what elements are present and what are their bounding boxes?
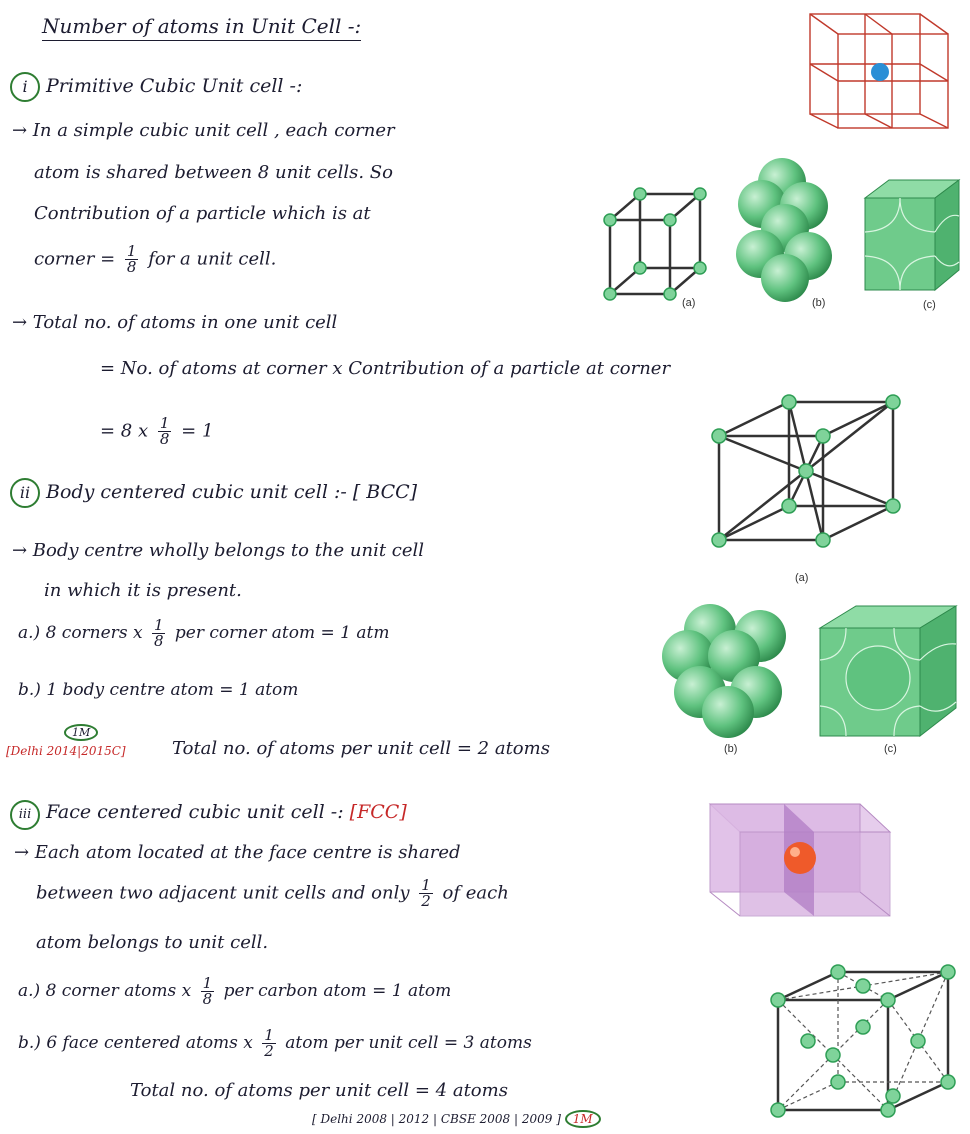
- section-3-heading: iii Face centered cubic unit cell -: [FCC]: [10, 800, 407, 830]
- section-1-line-3: Contribution of a particle which is at: [34, 203, 371, 224]
- fraction-one-half-2: $\frac{1}{2}$: [264, 1026, 274, 1060]
- section-2-item-b: b.) 1 body centre atom = 1 atom: [18, 680, 299, 700]
- fraction-one-half: $\frac{1}{2}$: [421, 876, 431, 910]
- section-2-heading: ii Body centered cubic unit cell :- [ BCC]: [10, 478, 417, 508]
- section-1-line-5: → Total no. of atoms in one unit cell: [12, 312, 338, 333]
- section-1-line-6: = No. of atoms at corner x Contribution of a particle at corner: [100, 358, 671, 379]
- section-2-number: ii: [10, 478, 40, 508]
- caption-a-1: (a): [682, 297, 696, 309]
- caption-b-1: (b): [812, 297, 826, 309]
- section-3-number: iii: [10, 800, 40, 830]
- shared-corner-cube-figure: [800, 6, 960, 136]
- section-3-item-b: b.) 6 face centered atoms x $\frac{1}{2}$ atom per unit cell = 3 atoms: [18, 1026, 532, 1060]
- fcc-lattice-figure: [766, 962, 966, 1132]
- caption-b-2: (b): [724, 743, 738, 755]
- page-title: Number of atoms in Unit Cell -:: [42, 14, 361, 41]
- section-2-total: Total no. of atoms per unit cell = 2 atoms: [172, 738, 550, 759]
- section-2-item-a: a.) 8 corners x $\frac{1}{8}$ per corner atom = 1 atm: [18, 616, 390, 650]
- section-1-line-7: = 8 x $\frac{1}{8}$ = 1: [100, 414, 214, 448]
- reference-delhi-2014: [Delhi 2014|2015C]: [6, 744, 126, 758]
- section-1-line-4: corner = $\frac{1}{8}$ for a unit cell.: [34, 242, 277, 276]
- section-3-line-3: atom belongs to unit cell.: [36, 932, 269, 953]
- caption-a-2: (a): [795, 572, 809, 584]
- caption-c-2: (c): [884, 743, 897, 755]
- section-2-line-2: in which it is present.: [44, 580, 242, 601]
- marks-badge-1: 1M: [64, 724, 98, 741]
- section-2-line-1: → Body centre wholly belongs to the unit cell: [12, 540, 425, 561]
- section-1-heading: i Primitive Cubic Unit cell -:: [10, 72, 302, 102]
- fraction-one-eighth-3: $\frac{1}{8}$: [153, 616, 164, 650]
- bcc-unit-cell-cut-figure: [812, 598, 962, 756]
- primitive-cubic-lattice-figure: [598, 180, 718, 310]
- primitive-space-filling-figure: [730, 156, 840, 310]
- section-3-total: Total no. of atoms per unit cell = 4 atoms: [130, 1080, 508, 1101]
- reference-delhi-2008: [ Delhi 2008 | 2012 | CBSE 2008 | 2009 ] 1M: [312, 1110, 601, 1128]
- fraction-one-eighth: $\frac{1}{8}$: [126, 242, 137, 276]
- section-3-line-2: between two adjacent unit cells and only $\frac{1}{2}$ of each: [36, 876, 509, 910]
- section-1-line-2: atom is shared between 8 unit cells. So: [34, 162, 393, 183]
- fcc-tag: [FCC]: [349, 801, 407, 823]
- fraction-one-eighth-2: $\frac{1}{8}$: [159, 414, 170, 448]
- face-centre-atom: [784, 842, 816, 874]
- bcc-lattice-figure: [705, 392, 905, 587]
- shared-corner-atom: [871, 63, 889, 81]
- bcc-space-filling-figure: [660, 596, 800, 756]
- marks-badge-2: 1M: [565, 1110, 601, 1128]
- section-3-item-a: a.) 8 corner atoms x $\frac{1}{8}$ per carbon atom = 1 atom: [18, 974, 452, 1008]
- caption-c-1: (c): [923, 299, 936, 311]
- section-1-number: i: [10, 72, 40, 102]
- section-1-line-1: → In a simple cubic unit cell , each corner: [12, 120, 395, 141]
- fraction-one-eighth-4: $\frac{1}{8}$: [202, 974, 213, 1008]
- section-3-line-1: → Each atom located at the face centre is shared: [14, 842, 461, 863]
- face-shared-atom-figure: [700, 796, 900, 922]
- primitive-unit-cell-cut-figure: [855, 172, 965, 312]
